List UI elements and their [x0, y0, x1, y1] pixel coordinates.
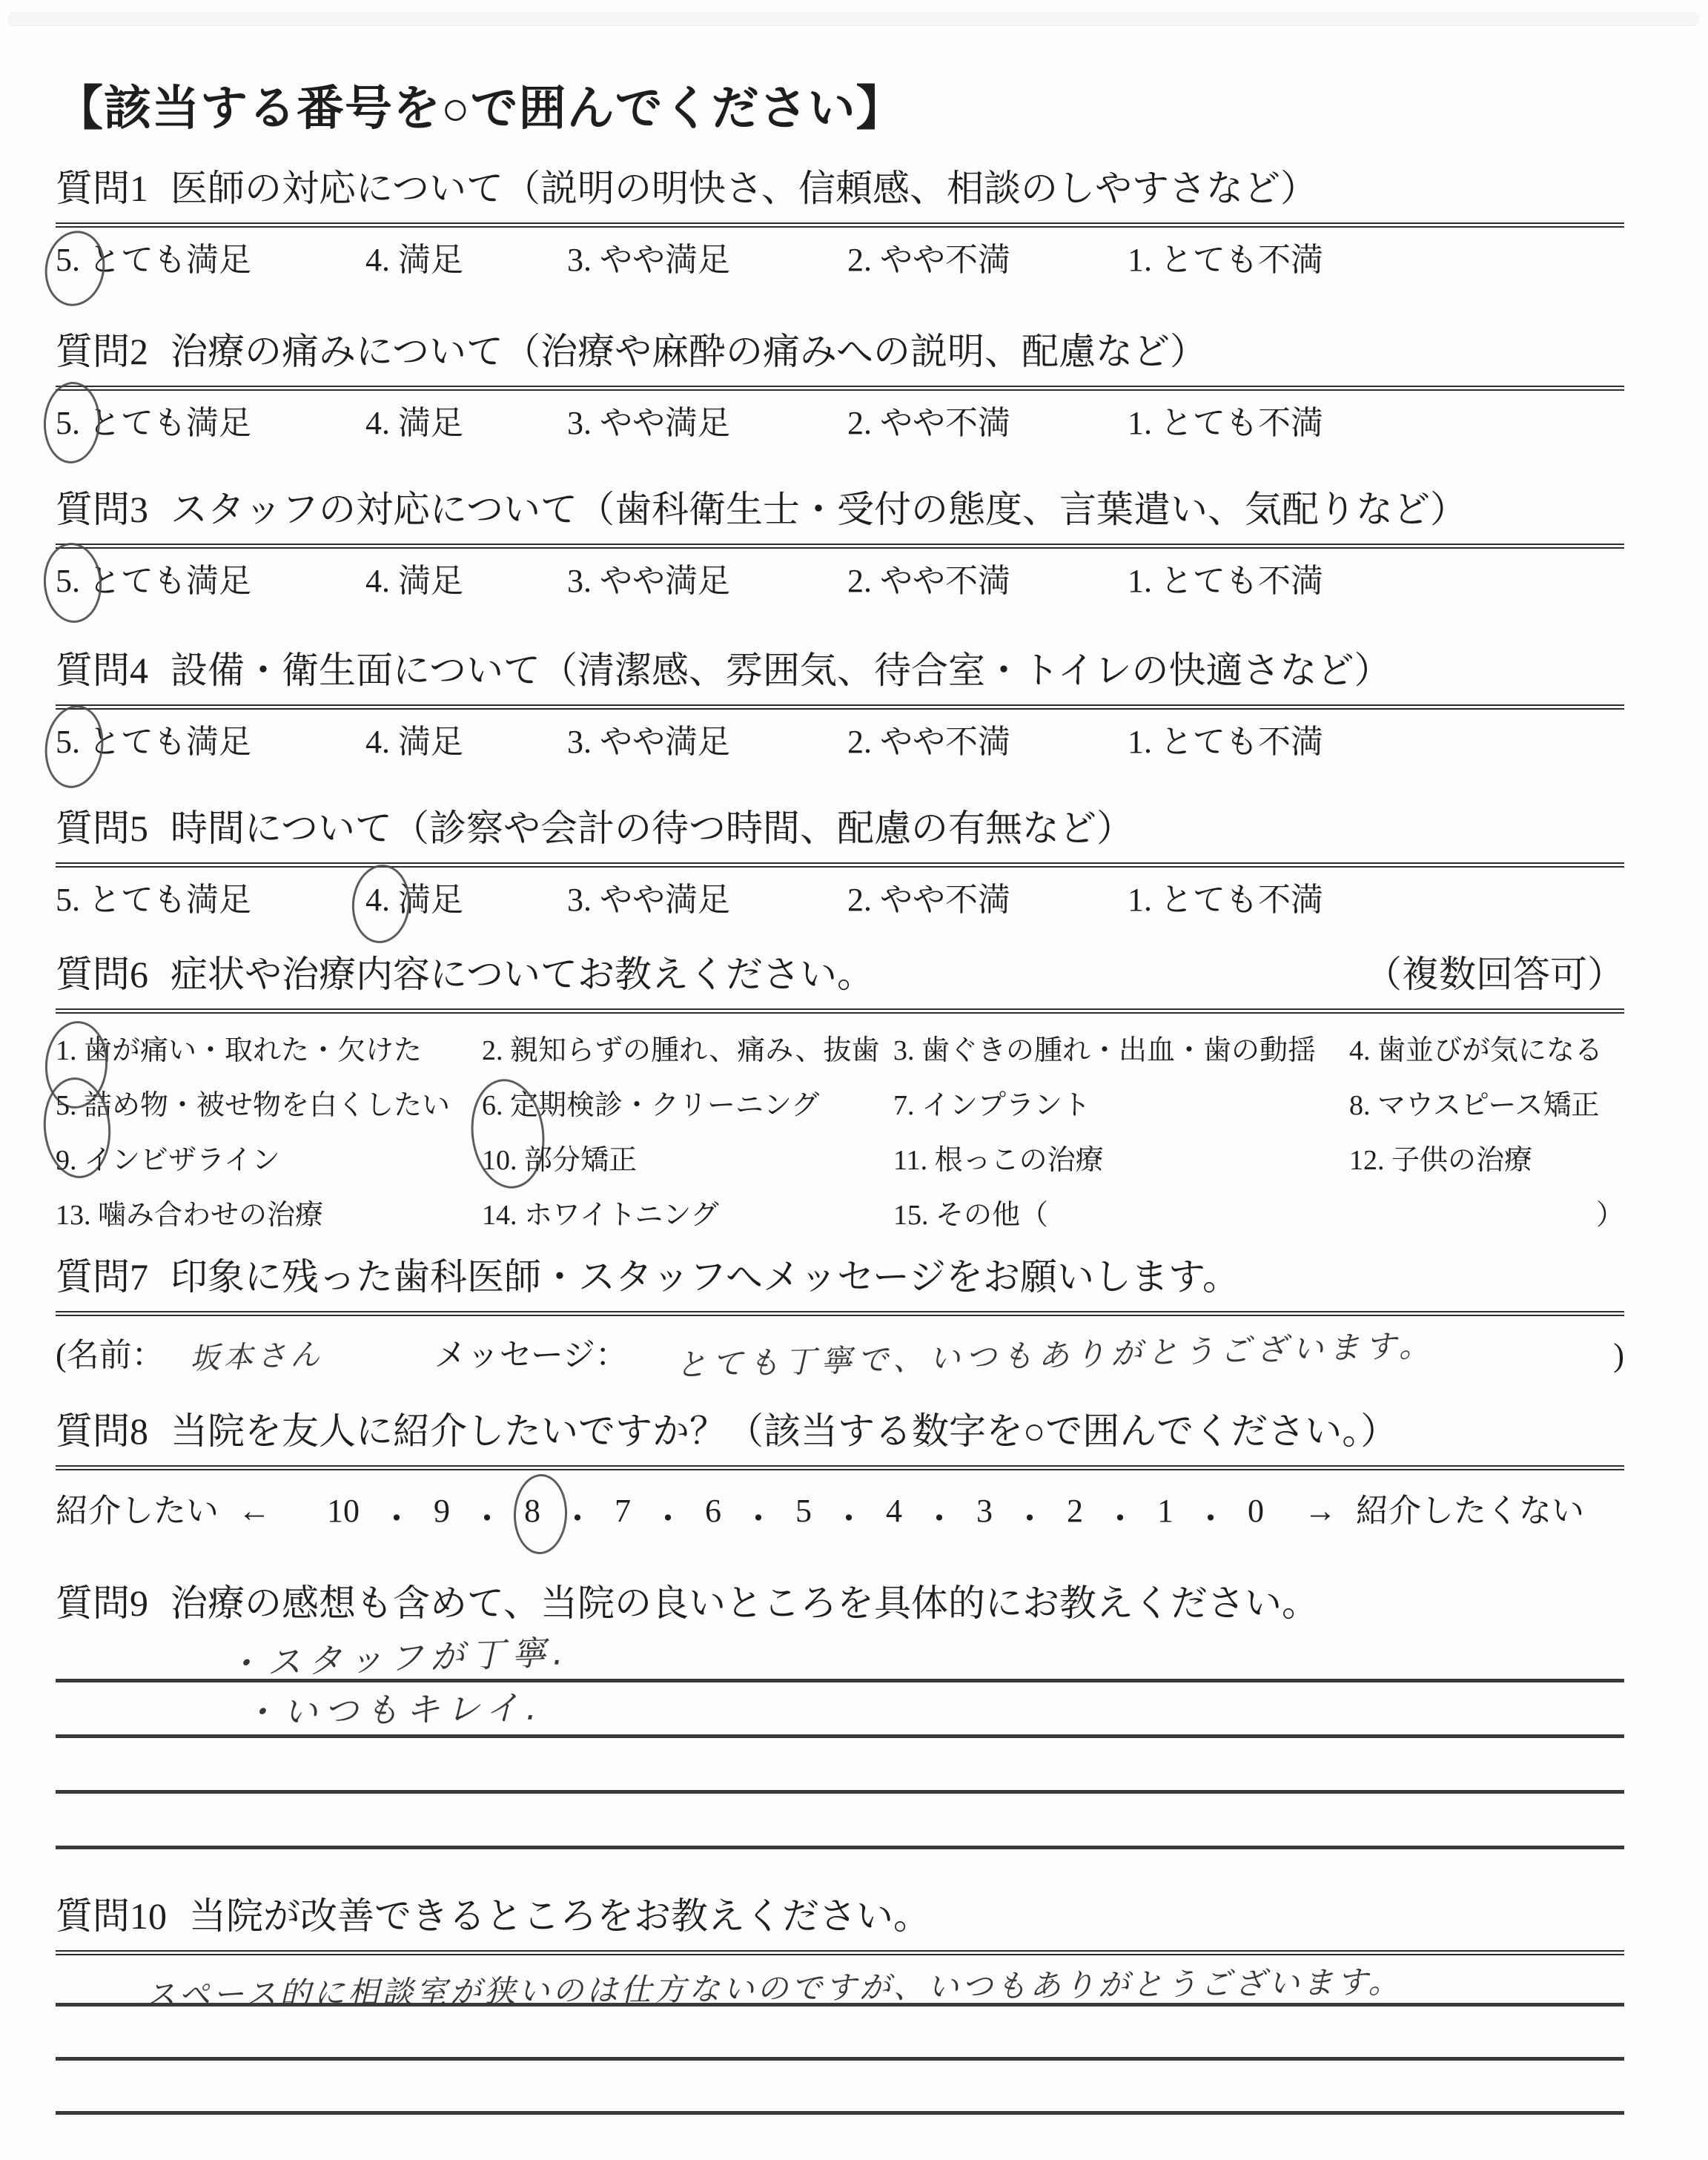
rating-option-1[interactable] [1128, 723, 1624, 762]
question-number: 質問8 [56, 1410, 148, 1452]
scale-number-label: 1 [1157, 1493, 1174, 1529]
rating-option-label: 1. とても不満 [1128, 405, 1323, 441]
q6-option-label: 3. 歯ぐきの腫れ・出血・歯の動揺 [893, 1035, 1317, 1066]
question-1-options [56, 241, 1624, 280]
answer-line [56, 2007, 1624, 2061]
rating-option-3[interactable] [567, 881, 847, 919]
question-3-options [56, 562, 1624, 601]
rating-option-2[interactable] [847, 562, 1128, 601]
scale-number-label: 7 [615, 1493, 631, 1529]
rating-option-label: 3. やや満足 [567, 242, 730, 278]
scale-number-label: 9 [434, 1493, 450, 1529]
rating-option-label: 5. とても満足 [56, 882, 251, 918]
question-3-heading [56, 486, 1624, 549]
q6-option-label: 2. 親知らずの腫れ、痛み、抜歯 [482, 1035, 880, 1066]
question-7-section [56, 1253, 1624, 1384]
q9-handwritten-line-1[interactable]: ・スタッフが丁寧. [225, 1631, 571, 1685]
question-number: 質問10 [56, 1895, 167, 1937]
rating-option-label: 5. とても満足 [56, 405, 251, 441]
scale-number-3[interactable] [976, 1492, 993, 1539]
rating-option-3[interactable] [567, 723, 847, 762]
q6-option-label: 5. 詰め物・被せ物を白くしたい [56, 1090, 451, 1121]
scale-number-label: 4 [886, 1493, 902, 1529]
q7-answer-row [56, 1327, 1624, 1384]
q6-option-label: 15. その他（ [893, 1200, 1049, 1231]
q6-option-7[interactable] [893, 1088, 1349, 1123]
q6-option-label: 9. インビザライン [56, 1145, 280, 1176]
dot-separator: ・ [561, 1501, 594, 1537]
dot-separator: ・ [1104, 1501, 1136, 1537]
rating-option-label: 2. やや不満 [847, 242, 1010, 278]
q9-answer-area[interactable] [56, 1627, 1624, 1849]
scale-number-7[interactable] [615, 1492, 631, 1539]
scale-number-label: 5 [795, 1493, 812, 1529]
rating-option-label: 5. とても満足 [56, 563, 251, 599]
q6-option-2[interactable] [482, 1033, 893, 1069]
answer-line [56, 1794, 1624, 1849]
q6-option-9[interactable] [56, 1143, 482, 1178]
question-topic: スタッフの対応について（歯科衛生士・受付の態度、言葉遣い、気配りなど） [171, 489, 1467, 530]
rating-option-4[interactable] [365, 404, 567, 443]
message-handwritten-value[interactable]: とても丁寧で、いつもありがとうございます。 [675, 1327, 1436, 1384]
q6-option-label: 6. 定期検診・クリーニング [482, 1090, 820, 1121]
rating-option-1[interactable] [1128, 241, 1624, 280]
scale-number-2[interactable] [1067, 1492, 1083, 1539]
answer-line [56, 1738, 1624, 1794]
q6-option-label: 4. 歯並びが気になる [1349, 1035, 1603, 1066]
q6-option-1[interactable] [56, 1033, 482, 1069]
rating-option-label: 3. やや満足 [567, 405, 730, 441]
question-7-heading [56, 1253, 1624, 1316]
rating-option-1[interactable] [1128, 562, 1624, 601]
q6-option-label: 7. インプラント [893, 1090, 1091, 1121]
question-5-heading [56, 805, 1624, 868]
q6-option-label: 8. マウスピース矯正 [1349, 1090, 1600, 1121]
question-3-section [56, 486, 1624, 601]
question-10-heading [56, 1892, 1624, 1955]
rating-option-label: 5. とても満足 [56, 242, 251, 278]
multi-answer-note: （複数回答可） [1365, 954, 1624, 995]
q6-option-label: 12. 子供の治療 [1349, 1145, 1533, 1176]
scale-number-label: 3 [976, 1493, 993, 1529]
question-8-heading [56, 1407, 1624, 1470]
q6-option-4[interactable] [1349, 1033, 1624, 1069]
rating-option-5[interactable] [56, 562, 365, 601]
question-topic: 医師の対応について（説明の明快さ、信頼感、相談のしやすさなど） [171, 168, 1317, 209]
rating-option-label: 2. やや不満 [847, 882, 1010, 918]
rating-option-label: 2. やや不満 [847, 563, 1010, 599]
question-9-section [56, 1579, 1624, 1849]
rating-option-5[interactable] [56, 881, 365, 919]
rating-option-3[interactable] [567, 562, 847, 601]
message-label: メッセージ： [434, 1337, 629, 1373]
rating-option-label: 3. やや満足 [567, 882, 730, 918]
q6-option-8[interactable] [1349, 1088, 1624, 1123]
scale-right-label: 紹介したくない [1356, 1493, 1584, 1529]
rating-option-1[interactable] [1128, 881, 1624, 919]
rating-option-5[interactable] [56, 723, 365, 762]
right-arrow-icon: → [1304, 1493, 1337, 1529]
rating-option-4[interactable] [365, 562, 567, 601]
question-topic: 治療の痛みについて（治療や麻酔の痛みへの説明、配慮など） [171, 331, 1207, 372]
q6-option-5[interactable] [56, 1088, 482, 1123]
q6-option-14[interactable] [482, 1198, 893, 1233]
q6-row-4 [56, 1198, 1624, 1233]
left-arrow-icon: ← [238, 1493, 271, 1529]
rating-option-1[interactable] [1128, 404, 1624, 443]
question-6-heading [56, 951, 1624, 1014]
question-2-options [56, 404, 1624, 443]
rating-option-label: 1. とても不満 [1128, 882, 1323, 918]
question-number: 質問7 [56, 1256, 148, 1298]
q6-option-label: 11. 根っこの治療 [893, 1145, 1104, 1176]
scan-edge-artifact [7, 12, 1699, 25]
rating-option-label: 3. やや満足 [567, 724, 730, 760]
scale-number-label: 6 [705, 1493, 721, 1529]
scale-number-9[interactable] [434, 1492, 450, 1539]
question-5-section [56, 805, 1624, 919]
scale-number-5[interactable] [795, 1492, 812, 1539]
q6-option-label: 1. 歯が痛い・取れた・欠けた [56, 1035, 423, 1066]
dot-separator: ・ [652, 1501, 684, 1537]
rating-option-2[interactable] [847, 723, 1128, 762]
scale-number-10[interactable] [327, 1492, 360, 1539]
question-4-heading [56, 647, 1624, 710]
nps-scale [56, 1484, 1624, 1539]
question-number: 質問1 [56, 168, 148, 209]
rating-option-label: 3. やや満足 [567, 563, 730, 599]
question-10-section [56, 1892, 1624, 2160]
rating-option-3[interactable] [567, 404, 847, 443]
rating-option-label: 1. とても不満 [1128, 563, 1323, 599]
question-6-section [56, 951, 1624, 1233]
question-2-section [56, 328, 1624, 443]
dot-separator: ・ [923, 1501, 956, 1537]
q6-option-12[interactable] [1349, 1143, 1624, 1178]
q6-option-13[interactable] [56, 1198, 482, 1233]
answer-line [56, 2115, 1624, 2160]
rating-option-4[interactable] [365, 723, 567, 762]
dot-separator: ・ [471, 1501, 503, 1537]
close-paren: ） [1595, 1200, 1624, 1231]
question-9-heading [56, 1579, 1624, 1627]
question-topic: 印象に残った歯科医師・スタッフへメッセージをお願いします。 [171, 1256, 1239, 1298]
question-number: 質問2 [56, 331, 148, 372]
rating-option-label: 1. とても不満 [1128, 724, 1323, 760]
q6-option-11[interactable] [893, 1143, 1349, 1178]
rating-option-2[interactable] [847, 881, 1128, 919]
rating-option-2[interactable] [847, 241, 1128, 280]
q6-option-label: 10. 部分矯正 [482, 1145, 638, 1176]
name-handwritten-value[interactable]: 坂本さん [189, 1337, 324, 1377]
question-topic: 症状や治療内容についてお教えください。 [171, 954, 874, 995]
answer-line [56, 2061, 1624, 2115]
question-5-options [56, 881, 1624, 919]
page-title: 【該当する番号を○で囲んでください】 [56, 82, 904, 135]
dot-separator: ・ [742, 1501, 775, 1537]
scale-number-label: 2 [1067, 1493, 1083, 1529]
q6-option-label: 14. ホワイトニング [482, 1200, 719, 1231]
scale-number-8[interactable] [524, 1492, 540, 1539]
scale-number-label: 0 [1248, 1493, 1264, 1529]
circle-annotation [512, 1473, 569, 1555]
question-4-section [56, 647, 1624, 762]
dot-separator: ・ [380, 1501, 413, 1537]
question-topic: 当院を友人に紹介したいですか？（該当する数字を○で囲んでください。） [171, 1410, 1398, 1452]
question-number: 質問4 [56, 650, 148, 691]
rating-option-label: 2. やや不満 [847, 724, 1010, 760]
close-paren: ) [1613, 1337, 1624, 1373]
q6-option-3[interactable] [893, 1033, 1349, 1069]
question-number: 質問5 [56, 807, 148, 849]
rating-option-label: 1. とても不満 [1128, 242, 1323, 278]
question-1-section [56, 165, 1624, 280]
q6-row-2 [56, 1088, 1624, 1123]
question-topic: 時間について（診察や会計の待つ時間、配慮の有無など） [171, 807, 1133, 849]
rating-option-3[interactable] [567, 241, 847, 280]
dot-separator: ・ [1194, 1501, 1227, 1537]
question-topic: 治療の感想も含めて、当院の良いところを具体的にお教えください。 [171, 1582, 1319, 1624]
q10-handwritten-line[interactable]: スペース的に相談室が狭いのは仕方ないのですが、いつもありがとうございます。 [144, 1964, 1403, 2013]
scale-left-label: 紹介したい [56, 1493, 219, 1529]
rating-option-label: 4. 満足 [365, 882, 463, 918]
rating-option-label: 5. とても満足 [56, 724, 251, 760]
question-number: 質問3 [56, 489, 148, 530]
q10-answer-area[interactable] [56, 1955, 1624, 2160]
question-number: 質問6 [56, 954, 148, 995]
question-2-heading [56, 328, 1624, 391]
question-8-section [56, 1407, 1624, 1539]
dot-separator: ・ [1013, 1501, 1046, 1537]
question-topic: 当院が改善できるところをお教えください。 [189, 1895, 930, 1937]
question-4-options [56, 723, 1624, 762]
rating-option-5[interactable] [56, 404, 365, 443]
q6-option-15[interactable] [893, 1198, 1349, 1233]
rating-option-4[interactable] [365, 241, 567, 280]
scale-number-label: 8 [524, 1493, 540, 1529]
scale-numbers [317, 1492, 1274, 1539]
question-topic: 設備・衛生面について（清潔感、雰囲気、待合室・トイレの快適さなど） [171, 650, 1391, 691]
q6-row-3 [56, 1143, 1624, 1178]
rating-option-label: 4. 満足 [365, 242, 463, 278]
q6-row-1 [56, 1033, 1624, 1069]
q6-option-6[interactable] [482, 1088, 893, 1123]
dot-separator: ・ [833, 1501, 865, 1537]
rating-option-label: 4. 満足 [365, 563, 463, 599]
scale-number-label: 10 [327, 1493, 360, 1529]
scale-number-1[interactable] [1157, 1492, 1174, 1539]
scale-number-6[interactable] [705, 1492, 721, 1539]
question-number: 質問9 [56, 1582, 148, 1624]
question-1-heading [56, 165, 1624, 228]
scale-number-4[interactable] [886, 1492, 902, 1539]
rating-option-label: 2. やや不満 [847, 405, 1010, 441]
rating-option-2[interactable] [847, 404, 1128, 443]
rating-option-label: 4. 満足 [365, 724, 463, 760]
scale-number-0[interactable] [1248, 1492, 1264, 1539]
q9-handwritten-line-2[interactable]: ・いつもキレイ. [242, 1687, 544, 1733]
rating-option-5[interactable] [56, 241, 365, 280]
q6-option-15-close-paren [1349, 1198, 1624, 1233]
name-label: (名前： [56, 1337, 165, 1373]
rating-option-4[interactable] [365, 881, 567, 919]
rating-option-label: 4. 満足 [365, 405, 463, 441]
q6-option-10[interactable] [482, 1143, 893, 1178]
q6-option-label: 13. 噛み合わせの治療 [56, 1200, 324, 1231]
